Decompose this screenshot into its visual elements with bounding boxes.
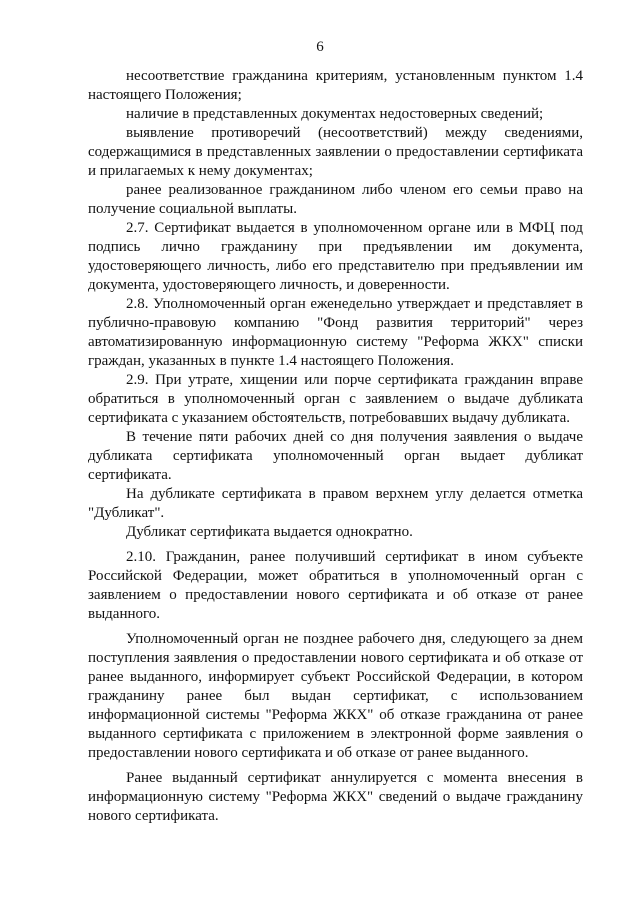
paragraph-prior-payment: ранее реализованное гражданином либо членом его семьи право на получение социальной выплаты. xyxy=(88,182,583,217)
page-number: 6 xyxy=(316,39,324,55)
paragraph-duplicate-once: Дубликат сертификата выдается однократно. xyxy=(126,524,413,540)
paragraph-2-7: 2.7. Сертификат выдается в уполномоченном органе или в МФЦ под подпись лично гражданину при предъявлении им документа, удостоверяющего личность, либо его представителю при предъявлении им документа, удостоверяющего личность, и доверенности. xyxy=(88,220,583,293)
paragraph-criteria-mismatch: несоответствие гражданина критериям, установленным пунктом 1.4 настоящего Положения; xyxy=(88,68,583,103)
paragraph-2-9: 2.9. При утрате, хищении или порче сертификата гражданин вправе обратиться в уполномоченный орган с заявлением о выдаче дубликата сертификата с указанием обстоятельств, потребовавших выдачу дубликата. xyxy=(88,372,583,426)
paragraph-duplicate-term: В течение пяти рабочих дней со дня получения заявления о выдаче дубликата сертификата уполномоченный орган выдает дубликат сертификата. xyxy=(88,429,583,483)
paragraph-annulment: Ранее выданный сертификат аннулируется с момента внесения в информационную систему "Реформа ЖКХ" сведений о выдаче гражданину нового сертификата. xyxy=(88,770,583,824)
paragraph-2-10: 2.10. Гражданин, ранее получивший сертификат в ином субъекте Российской Федерации, может обратиться в уполномоченный орган с заявлением о предоставлении нового сертификата и об отказе от ранее выданного. xyxy=(88,549,583,622)
paragraph-authority-informs: Уполномоченный орган не позднее рабочего дня, следующего за днем поступления заявления о предоставлении нового сертификата и об отказе от ранее выданного, информирует субъект Российской Федерации, в котором гражданину ранее был выдан сертификат, с использованием информационной системы "Реформа ЖКХ" об отказе гражданина от ранее выданного сертификата с приложением в электронной форме заявления о предоставлении нового сертификата и об отказе от ранее выданного. xyxy=(88,631,583,761)
paragraph-contradictions: выявление противоречий (несоответствий) между сведениями, содержащимися в представленных заявлении о предоставлении сертификата и прилагаемых к нему документах; xyxy=(88,125,583,179)
paragraph-duplicate-mark: На дубликате сертификата в правом верхнем углу делается отметка "Дубликат". xyxy=(88,486,583,521)
paragraph-false-info: наличие в представленных документах недостоверных сведений; xyxy=(126,106,544,122)
paragraph-2-8: 2.8. Уполномоченный орган еженедельно утверждает и представляет в публично-правовую компанию "Фонд развития территорий" через автоматизированную информационную систему "Реформа ЖКХ" списки граждан, указанных в пункте 1.4 настоящего Положения. xyxy=(88,296,583,369)
document-body xyxy=(88,67,583,826)
